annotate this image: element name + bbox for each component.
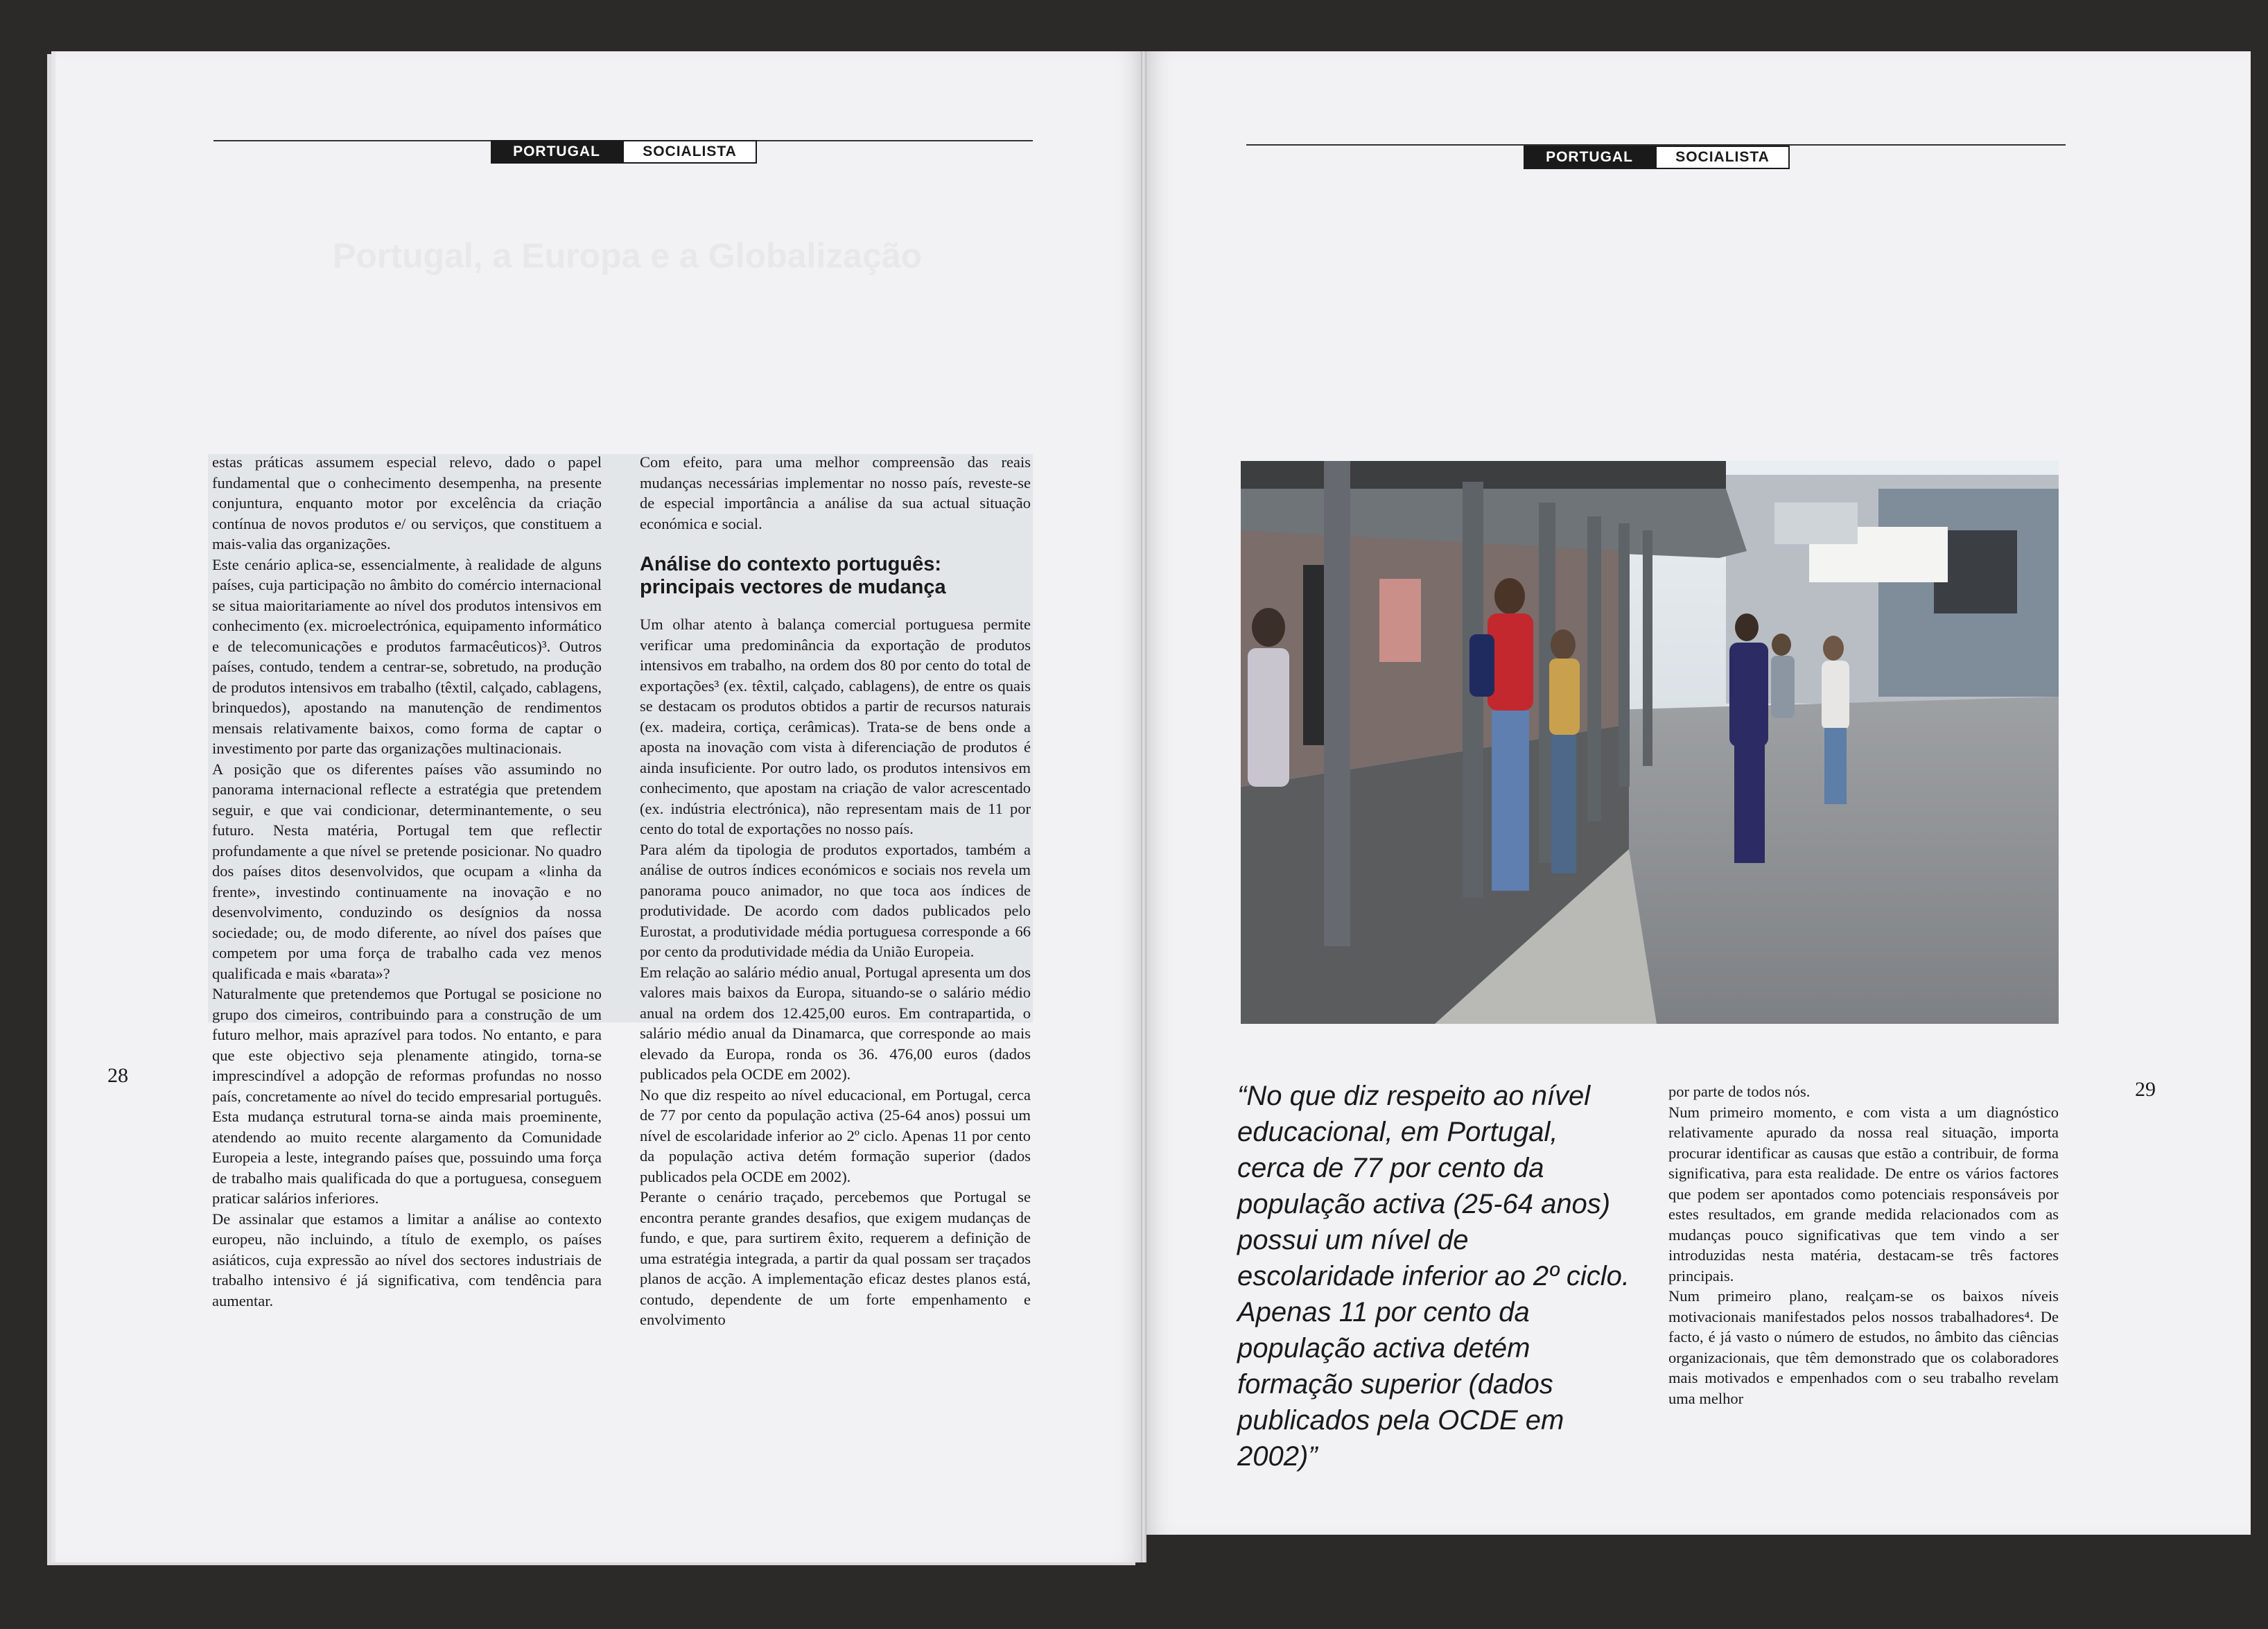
- left-column-1: [212, 452, 602, 1311]
- paragraph: Para além da tipologia de produtos exportados, também a análise de outros índices económicos e sociais nos revela um panorama pouco animador, no que toca aos índices de produtividade. De acordo com dados publicados pelo Eurostat, a produtividade média portuguesa corresponde a 66 por cento da produtividade média da União Europeia.: [640, 840, 1031, 960]
- paragraph: Um olhar atento à balança comercial portuguesa permite verificar uma predominância da exportação de produtos intensivos em trabalho, na ordem dos 80 por cento do total de exportações³ (ex. têxtil, calçado, cablagens), de entre os quais se destacam os produtos obtidos a partir de recursos naturais (ex. madeira, cortiça, cerâmicas). Trata-se de bens onde a aposta na inovação com vista à diferenciação de produtos é ainda insuficiente. Por outro lado, os produtos intensivos em conhecimento, que apostam na criação de valor acrescentado (ex. indústria electrónica), não representam mais de 11 por cento do total de exportações no nosso país.: [640, 616, 1031, 837]
- paragraph: Num primeiro momento, e com vista a um diagnóstico relativamente apurado da nossa real situação, importa procurar identificar as causas que estão a contribuir, de forma significativa, para esta realidade. De entre os vários factores que podem ser apontados como potenciais responsáveis por estes resultados, em grande medida relacionados com as mudanças pouco significativas que tem vindo a ser introduzidas nesta matéria, destacam-se três factores principais.: [1668, 1103, 2059, 1284]
- header-word-portugal: PORTUGAL: [1524, 146, 1655, 169]
- header-word-portugal: PORTUGAL: [491, 140, 622, 164]
- section-heading: Análise do contexto português: principais vectores de mudança: [640, 553, 946, 598]
- left-column-2: [640, 452, 1031, 1330]
- book-gutter: [1141, 51, 1146, 1562]
- paragraph: por parte de todos nós.: [1668, 1083, 1811, 1100]
- header-word-socialista: SOCIALISTA: [622, 140, 757, 164]
- pull-quote: “No que diz respeito ao nível educacional, em Portugal, cerca de 77 por cento da população activa (25-64 anos) possui um nível de escolaridade inferior ao 2º ciclo. Apenas 11 por cento da população activa detém formação superior (dados publicados pela OCDE em 2002)”: [1237, 1081, 1630, 1472]
- paragraph: Este cenário aplica-se, essencialmente, à realidade de alguns países, cuja participação no âmbito do comércio internacional se situa maioritariamente ao nível dos produtos intensivos em conhecimento (ex. microelectrónica, equipamento informático e de telecomunicações e produtos farmacêuticos)³. Outros países, contudo, tendem a centrar-se, sobretudo, na produção de produtos intensivos em trabalho (têxtil, calçado, cablagens, brinquedos), apostando na manutenção de rendimentos mensais relativamente baixos, como forma de captar o investimento por parte das organizações multinacionais.: [212, 555, 602, 757]
- page-number-right: 29: [2135, 1078, 2156, 1101]
- page-number-left: 28: [107, 1064, 128, 1087]
- paragraph: A posição que os diferentes países vão assumindo no panorama internacional reflecte a estratégia que pretendem seguir, e que vai condicionar, determinantemente, o seu futuro. Nesta matéria, Portugal tem que reflectir profundamente a que nível se pretende posicionar. No quadro dos países ditos desenvolvidos, que ocupam a «linha da frente», investindo continuamente na inovação e no desenvolvimento, conduzindo os desígnios da nossa sociedade; ou, de modo diferente, ao nível dos países que competem por uma força de trabalho cada vez menos qualificada e mais «barata»?: [212, 760, 602, 982]
- paragraph: Com efeito, para uma melhor compreensão das reais mudanças necessárias implementar no nosso país, reveste-se de especial importância a análise da sua actual situação económica e social.: [640, 453, 1031, 532]
- paragraph: De assinalar que estamos a limitar a análise ao contexto europeu, não incluindo, a título de exemplo, os países asiáticos, cuja expressão ao nível dos sectores industriais de trabalho intensivo é já significativa, com tendência para aumentar.: [212, 1210, 602, 1309]
- left-header-tag: [491, 140, 757, 164]
- photo-illustration: [1241, 461, 2059, 1024]
- paragraph: estas práticas assumem especial relevo, dado o papel fundamental que o conhecimento desempenha, na presente conjuntura, enquanto motor por excelência da criação contínua de novos produtos e/ ou serviços, que constituem a mais-valia das organizações.: [212, 453, 602, 552]
- paragraph: Perante o cenário traçado, percebemos que Portugal se encontra perante grandes desafios, que exigem mudanças de fundo, e que, para surtirem êxito, requerem a definição de uma estratégia integrada, a partir da qual possam ser traçados planos de acção. A implementação eficaz destes planos está, contudo, dependente de um forte empenhamento e envolvimento: [640, 1188, 1031, 1328]
- header-word-socialista: SOCIALISTA: [1655, 146, 1790, 169]
- paragraph: Em relação ao salário médio anual, Portugal apresenta um dos valores mais baixos da Europa, situando-se o salário médio anual na ordem dos 12.425,00 euros. Em contrapartida, o salário médio anual da Dinamarca, que corresponde ao mais elevado da Europa, ronda os 36. 476,00 euros (dados publicados pela OCDE em 2002).: [640, 963, 1031, 1083]
- paragraph: No que diz respeito ao nível educacional, em Portugal, cerca de 77 por cento da população activa (25-64 anos) possui um nível de escolaridade inferior ao 2º ciclo. Apenas 11 por cento da população activa detém formação superior (dados publicados pela OCDE em 2002).: [640, 1086, 1031, 1185]
- paragraph: Num primeiro plano, realçam-se os baixos níveis motivacionais manifestados pelos nossos trabalhadores⁴. De facto, é já vasto o número de estudos, no âmbito das ciências organizacionais, que têm demonstrado que os colaboradores mais motivados e empenhados com o seu trabalho revelam uma melhor: [1668, 1287, 2059, 1407]
- right-header-tag: [1524, 146, 1790, 169]
- school-courtyard-photo: [1241, 461, 2059, 1024]
- paragraph: Naturalmente que pretendemos que Portugal se posicione no grupo dos cimeiros, contribuindo para a construção de um futuro melhor, mais aprazível para todos. No entanto, e para que este objectivo seja plenamente atingido, torna-se imprescindível a adopção de reformas profundas no nosso país, concretamente ao nível do tecido empresarial português. Esta mudança estrutural torna-se ainda mais proeminente, atendendo ao muito recente alargamento da Comunidade Europeia a leste, integrando países que, possuindo uma força de trabalho mais qualificada do que a portuguesa, conseguem praticar salários inferiores.: [212, 985, 602, 1207]
- right-column: [1668, 1081, 2059, 1409]
- show-through-title: Portugal, a Europa e a Globalização: [333, 236, 923, 275]
